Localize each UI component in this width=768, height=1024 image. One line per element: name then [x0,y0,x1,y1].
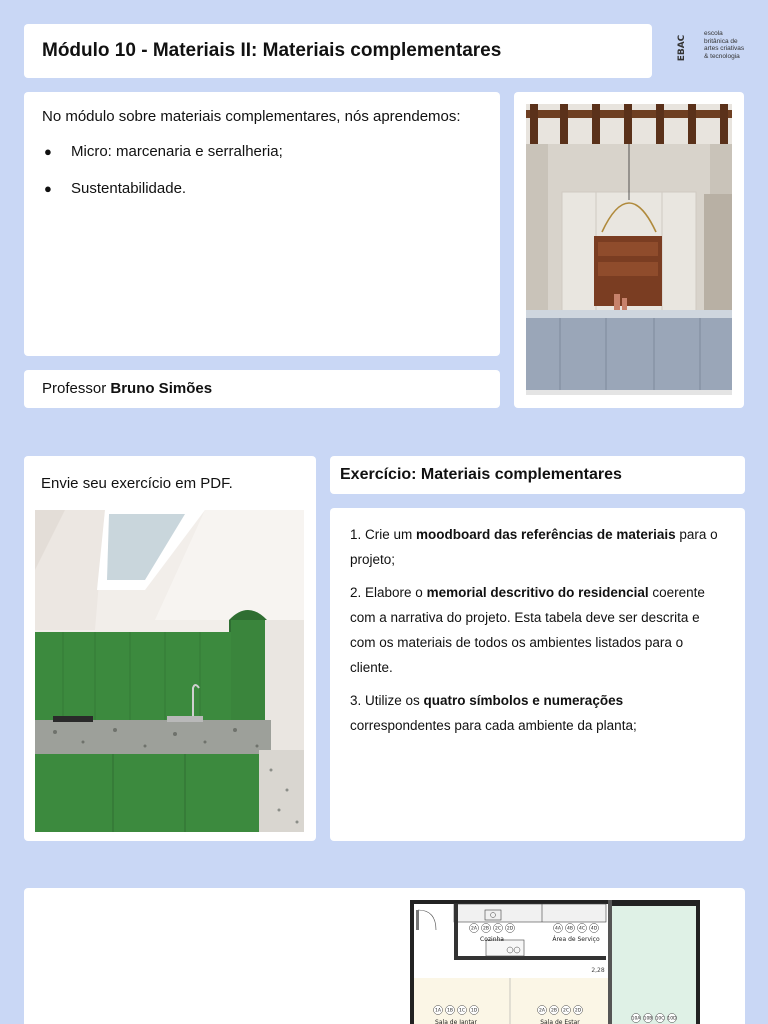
exercise-step-text: 2. Elabore o [350,585,427,600]
plan-tag: 10C [655,1016,665,1022]
plan-tag: 2A [471,926,477,932]
kitchen-photo-card [514,92,744,408]
plan-tag: 4A [555,926,561,932]
floor-plan-card [24,888,745,1024]
page-title: Módulo 10 - Materiais II: Materiais complementares [42,40,502,61]
kitchen-photo-green [35,510,304,832]
summary-card [24,92,500,356]
logo-line: escola [704,30,723,37]
plan-tag: 10D [667,1016,677,1022]
logo-text [704,30,744,60]
logo-mark-text: EBAC [677,34,687,62]
plan-tag: 1D [470,1008,478,1014]
plan-tag: 2B [483,926,489,932]
plan-tag: 1A [435,1008,441,1014]
ebac-logo [664,28,764,70]
plan-tag: 2C [494,926,502,932]
ebac-logo-mark [664,30,698,66]
logo-line: artes criativas [704,45,745,52]
summary-item: ● Micro: marcenaria e serralheria; [42,141,482,162]
exercise-step-text: coerente com a narrativa do projeto. Esta tabela deve ser descrita e com os materiais de todos os ambientes listados para o cliente. [350,585,705,675]
plan-tag: 2B [551,1008,557,1014]
exercise-step [350,688,725,738]
plan-room-kitchen: Cozinha [480,936,504,943]
plan-tag: 2A [539,1008,545,1014]
plan-room-dining: Sala de Jantar [435,1019,477,1024]
plan-tag: 4D [590,926,598,932]
exercise-steps-card [330,508,745,841]
exercise-step-text: para o projeto; [350,527,718,567]
plan-tag: 4C [578,926,586,932]
exercise-step-text: 1. Crie um [350,527,417,542]
exercise-step-highlight: memorial descritivo do residencial [426,585,649,600]
submission-text: Envie seu exercício em PDF. [41,475,233,492]
plan-room-service: Área de Serviço [552,936,600,943]
plan-tag: 10B [643,1016,653,1022]
logo-line: & tecnologia [704,52,740,60]
plan-tag: 2D [506,926,514,932]
submission-card [24,456,316,841]
professor-prefix: Professor [42,380,111,397]
plan-tag: 1B [447,1008,453,1014]
kitchen-photo-gray [526,104,732,395]
exercise-step [350,580,725,680]
exercise-step [350,522,725,572]
plan-tag: 1C [458,1008,466,1014]
plan-tag: 2C [562,1008,570,1014]
exercise-title: Exercício: Materiais complementares [340,466,622,483]
plan-tag: 4B [567,926,573,932]
professor-card [24,370,500,408]
exercise-step-highlight: quatro símbolos e numerações [423,693,624,708]
logo-line: britânica de [704,37,738,45]
summary-list [42,141,482,199]
plan-room-living: Sala de Estar [540,1019,580,1024]
floor-plan [410,900,700,1024]
exercise-title-card [330,456,745,494]
professor-name: Bruno Simões [110,380,213,397]
summary-item: ● Sustentabilidade. [42,178,482,199]
title-card [24,24,652,78]
summary-intro: No módulo sobre materiais complementares, nós aprendemos: [42,108,461,125]
plan-tag: 10A [631,1016,641,1022]
exercise-step-highlight: moodboard das referências de materiais [416,527,676,542]
exercise-step-text: 3. Utilize os [350,693,424,708]
plan-dimension: 2,28 [591,967,605,974]
plan-tag: 2D [574,1008,582,1014]
exercise-step-text: correspondentes para cada ambiente da planta; [350,718,637,733]
